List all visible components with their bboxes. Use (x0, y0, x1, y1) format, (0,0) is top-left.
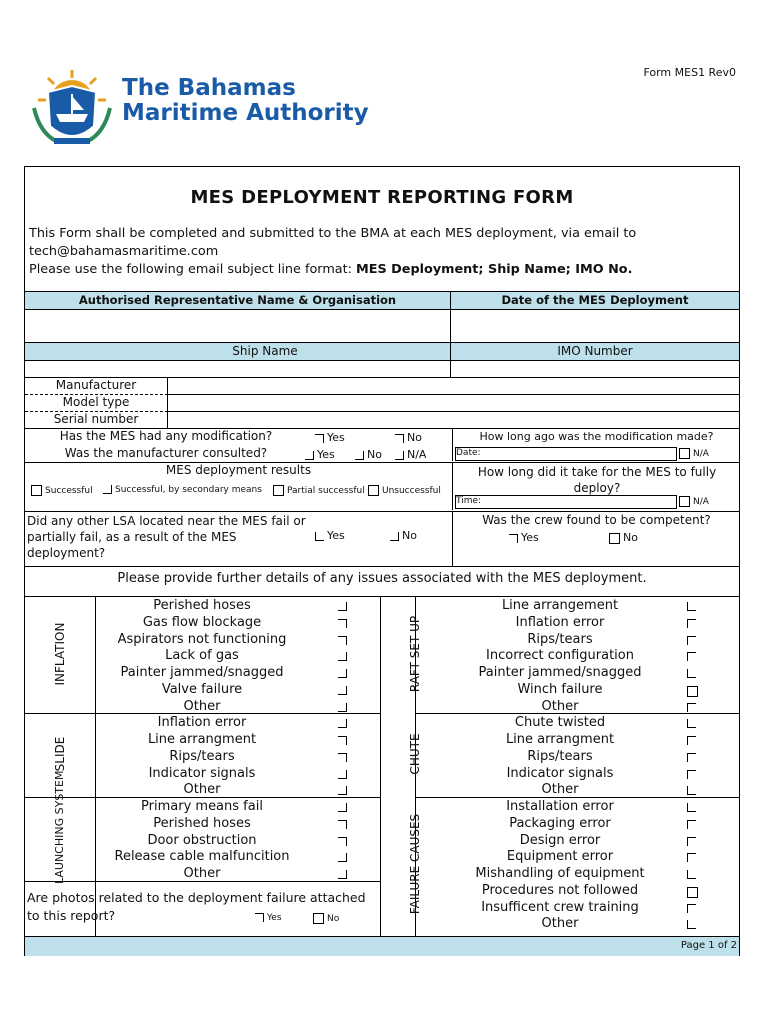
right-item-checkbox[interactable] (687, 853, 696, 862)
imo-field[interactable] (451, 360, 739, 378)
deploy-time-cell (452, 462, 740, 510)
mod-na-label: N/A (693, 449, 709, 459)
right-item-label: Mishandling of equipment (475, 866, 645, 881)
left-item-label: Release cable malfuncition (114, 849, 290, 865)
mod-yes[interactable] (315, 431, 345, 444)
left-item-label: Gas flow blockage (142, 614, 262, 630)
checkbox-icon (609, 533, 620, 544)
crew-yes[interactable] (509, 531, 539, 544)
ship-imo-header (25, 342, 739, 361)
page-number: Page 1 of 2 (680, 940, 737, 951)
intro-prefix: Please use the following email subject line format: (29, 262, 357, 277)
time-na-label: N/A (693, 497, 709, 507)
right-item-label: Packaging error (509, 815, 611, 831)
mod-date-field[interactable] (455, 447, 677, 461)
left-item-label: Primary means fail (141, 799, 263, 814)
section-launching-label: LAUNCHING SYSTEM (53, 770, 66, 884)
right-item-label: Rips/tears (527, 748, 593, 764)
left-item-checkbox[interactable] (338, 636, 347, 645)
lsa-yes-label: Yes (327, 529, 345, 542)
left-item-checkbox[interactable] (338, 786, 347, 795)
checkbox-icon (355, 451, 364, 460)
checkbox-icon (313, 913, 324, 924)
left-item-label: Inflation error (157, 715, 247, 731)
left-item-checkbox[interactable] (338, 853, 347, 862)
form-intro (29, 225, 735, 279)
right-item-checkbox[interactable] (687, 636, 696, 645)
mod-date-na[interactable] (679, 448, 709, 459)
opt-unsuccessful-label: Unsuccessful (382, 486, 441, 496)
consult-no[interactable] (355, 448, 382, 461)
rep-header: Authorised Representative Name & Organisation (78, 293, 397, 307)
date-field[interactable] (451, 309, 739, 342)
mod-no-label: No (407, 431, 422, 444)
model-label: Model type (25, 395, 168, 412)
opt-successful[interactable] (31, 485, 93, 496)
right-item-checkbox[interactable] (687, 619, 696, 628)
checkbox-icon (509, 534, 518, 543)
section-chute: CHUTE (408, 733, 422, 775)
photos-no[interactable] (313, 913, 339, 924)
section-launching (31, 770, 91, 884)
mod-how-long-cell (452, 429, 740, 461)
opt-secondary[interactable] (103, 485, 262, 495)
left-item-checkbox[interactable] (338, 719, 347, 728)
right-item-checkbox[interactable] (687, 602, 696, 611)
right-item-checkbox[interactable] (687, 703, 696, 712)
ship-name-header: Ship Name (232, 344, 298, 358)
opt-secondary-label: Successful, by secondary means (115, 485, 262, 495)
imo-header: IMO Number (557, 344, 633, 358)
left-item-checkbox[interactable] (338, 820, 347, 829)
right-item-checkbox[interactable] (687, 669, 696, 678)
manufacturer-label: Manufacturer (25, 378, 168, 395)
consult-yes[interactable] (305, 448, 335, 461)
checkbox-icon (273, 485, 284, 496)
section-slide: SLIDE (53, 736, 67, 772)
right-item-checkbox[interactable] (687, 920, 696, 929)
right-item-checkbox[interactable] (687, 753, 696, 762)
right-item-checkbox[interactable] (687, 904, 696, 913)
left-item-checkbox[interactable] (338, 686, 347, 695)
intro-subject-format: MES Deployment; Ship Name; IMO No. (356, 262, 633, 277)
right-item-checkbox[interactable] (687, 870, 696, 879)
right-item-label: Other (541, 698, 579, 714)
org-line1: The Bahamas (122, 75, 296, 101)
right-item-label: Winch failure (517, 681, 603, 697)
consult-no-label: No (367, 448, 382, 461)
crew-no-label: No (623, 531, 638, 544)
checkbox-icon (395, 434, 404, 443)
right-item-label: Other (541, 916, 579, 932)
left-item-checkbox[interactable] (338, 736, 347, 745)
right-item-checkbox[interactable] (687, 887, 698, 898)
consult-na-label: N/A (407, 448, 427, 461)
left-item-checkbox[interactable] (338, 703, 347, 712)
checkbox-icon (679, 448, 690, 459)
section-raft: RAFT SET UP (408, 615, 422, 693)
q-modification: Has the MES had any modification? (59, 429, 273, 443)
left-item-checkbox[interactable] (338, 803, 347, 812)
opt-successful-label: Successful (45, 486, 93, 496)
left-item-label: Lack of gas (165, 648, 239, 664)
left-item-checkbox[interactable] (338, 669, 347, 678)
left-item-label: Other (183, 866, 221, 881)
intro-line1: This Form shall be completed and submitted to the BMA at each MES deployment, via email to (29, 226, 637, 241)
checkbox-icon (103, 485, 112, 494)
right-item-label: Indicator signals (506, 765, 614, 781)
q-deploy-time: How long did it take for the MES to fully deploy? (477, 465, 717, 495)
right-item-label: Chute twisted (514, 715, 606, 731)
bma-logo-icon (28, 64, 116, 148)
opt-unsuccessful[interactable] (368, 485, 441, 496)
form-title: MES DEPLOYMENT REPORTING FORM (190, 187, 574, 208)
form-frame (24, 166, 740, 956)
right-item-label: Line arrangement (501, 598, 619, 613)
left-item-label: Door obstruction (147, 832, 257, 848)
right-item-label: Rips/tears (527, 631, 593, 647)
opt-partial-label: Partial successful (287, 486, 365, 496)
deploy-time-na[interactable] (679, 496, 709, 507)
left-item-label: Other (183, 698, 221, 714)
right-item-label: Insufficent crew training (481, 899, 639, 915)
date-header: Date of the MES Deployment (501, 293, 689, 307)
details-label: Please provide further details of any issues associated with the MES deployment. (117, 571, 647, 586)
org-line2: Maritime Authority (122, 100, 369, 126)
results-label: MES deployment results (165, 463, 312, 477)
deploy-time-field[interactable] (455, 495, 677, 509)
right-item-label: Equipment error (506, 849, 614, 865)
ship-name-field[interactable] (25, 360, 451, 378)
right-item-checkbox[interactable] (687, 719, 696, 728)
consult-na[interactable] (395, 448, 426, 461)
left-item-label: Line arrangment (147, 732, 257, 747)
checkbox-icon (315, 532, 324, 541)
checkbox-icon (679, 496, 690, 507)
rep-field[interactable] (25, 309, 451, 342)
right-item-checkbox[interactable] (687, 686, 698, 697)
intro-line3 (29, 261, 735, 279)
left-item-label: Valve failure (161, 681, 243, 697)
checkbox-icon (390, 532, 399, 541)
left-item-label: Other (183, 782, 221, 798)
left-item-label: Rips/tears (169, 748, 235, 764)
lsa-yes[interactable] (315, 529, 345, 542)
right-item-label: Installation error (506, 799, 614, 814)
checkbox-icon (395, 451, 404, 460)
right-item-label: Line arrangment (505, 732, 615, 747)
crew-cell (452, 511, 740, 566)
left-item-checkbox[interactable] (338, 753, 347, 762)
intro-email[interactable]: tech@bahamasmaritime.com (29, 244, 219, 259)
page-footer (25, 936, 739, 956)
left-item-label: Indicator signals (148, 765, 256, 781)
right-item-label: Design error (519, 832, 601, 848)
time-label: Time: (456, 496, 482, 506)
opt-partial[interactable] (273, 485, 365, 496)
right-item-label: Painter jammed/snagged (478, 665, 642, 680)
right-item-label: Incorrect configuration (486, 648, 634, 664)
right-item-checkbox[interactable] (687, 837, 696, 846)
model-field[interactable] (168, 395, 739, 412)
serial-label: Serial number (25, 412, 168, 429)
right-item-checkbox[interactable] (687, 652, 696, 661)
q-how-long-mod: How long ago was the modification made? (479, 430, 714, 443)
photos-no-label: No (327, 914, 340, 924)
form-reference: Form MES1 Rev0 (643, 66, 736, 79)
left-item-checkbox[interactable] (338, 870, 347, 879)
checkbox-icon (315, 434, 324, 443)
consult-yes-label: Yes (317, 448, 335, 461)
left-item-checkbox[interactable] (338, 837, 347, 846)
mod-yes-label: Yes (327, 431, 345, 444)
left-item-label: Painter jammed/snagged (120, 665, 284, 680)
left-item-checkbox[interactable] (338, 602, 347, 611)
mod-date-label: Date: (456, 448, 481, 458)
left-item-checkbox[interactable] (338, 770, 347, 779)
crew-yes-label: Yes (521, 531, 539, 544)
photos-yes[interactable] (255, 913, 282, 923)
q-lsa: Did any other LSA located near the MES fail or partially fail, as a result of the MES deployment? (27, 514, 306, 560)
left-item-label: Aspirators not functioning (117, 631, 287, 647)
section-failure: FAILURE CAUSES (408, 813, 422, 915)
checkbox-icon (31, 485, 42, 496)
left-item-checkbox[interactable] (338, 619, 347, 628)
manufacturer-field[interactable] (168, 378, 739, 395)
org-name (122, 76, 369, 126)
crew-no[interactable] (609, 531, 638, 544)
lsa-no[interactable] (390, 529, 417, 542)
right-item-label: Procedures not followed (481, 882, 639, 898)
q-consulted: Was the manufacturer consulted? (64, 446, 268, 460)
serial-field[interactable] (168, 412, 739, 429)
photos-yes-label: Yes (267, 913, 282, 923)
left-item-checkbox[interactable] (338, 652, 347, 661)
right-item-checkbox[interactable] (687, 803, 696, 812)
checkbox-icon (255, 913, 264, 922)
mod-no[interactable] (395, 431, 422, 444)
lsa-no-label: No (402, 529, 417, 542)
right-item-checkbox[interactable] (687, 786, 696, 795)
right-item-label: Other (541, 782, 579, 798)
left-item-label: Perished hoses (153, 598, 251, 613)
rep-date-header (25, 291, 739, 310)
right-item-label: Inflation error (515, 614, 605, 630)
checkbox-icon (305, 451, 314, 460)
section-inflation: INFLATION (53, 622, 67, 686)
right-item-checkbox[interactable] (687, 736, 696, 745)
left-item-label: Perished hoses (153, 815, 251, 831)
checkbox-icon (368, 485, 379, 496)
q-photos: Are photos related to the deployment failure attached to this report? (27, 890, 366, 923)
right-item-checkbox[interactable] (687, 820, 696, 829)
right-item-checkbox[interactable] (687, 770, 696, 779)
q-crew: Was the crew found to be competent? (482, 513, 711, 527)
